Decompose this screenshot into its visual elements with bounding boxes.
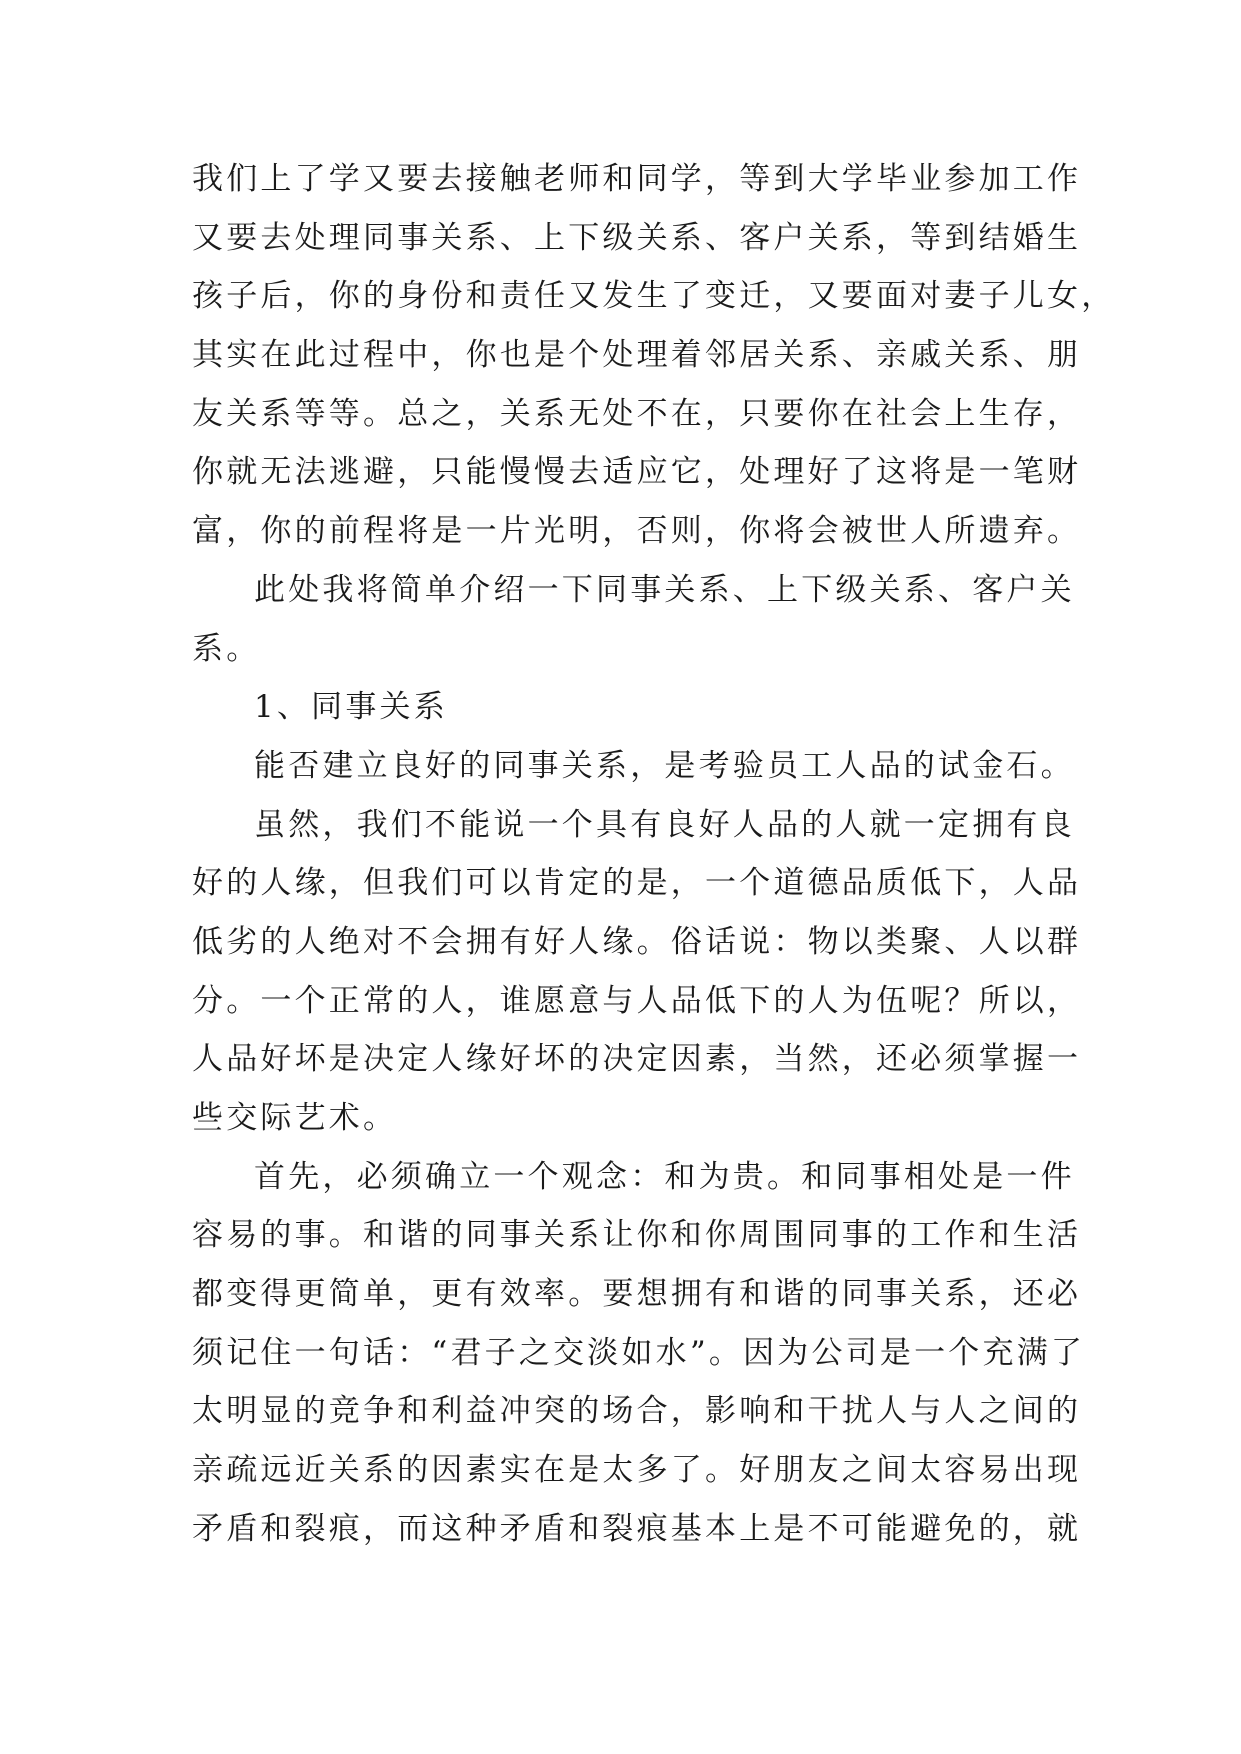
- text-line: 些交际艺术。: [192, 1100, 398, 1136]
- text-line: 又要去处理同事关系、上下级关系、客户关系，等到结婚生: [192, 219, 1082, 256]
- text-line: 友关系等等。总之，关系无处不在，只要你在社会上生存，: [192, 395, 1082, 432]
- text-line: 容易的事。和谐的同事关系让你和你周围同事的工作和生活: [192, 1217, 1082, 1254]
- text-line: 富，你的前程将是一片光明，否则，你将会被世人所遗弃。: [192, 513, 1082, 550]
- text-line: 人品好坏是决定人缘好坏的决定因素，当然，还必须掌握一: [192, 1041, 1082, 1078]
- text-line: 分。一个正常的人，谁愿意与人品低下的人为伍呢？所以，: [192, 982, 1082, 1019]
- text-line: 你就无法逃避，只能慢慢去适应它，处理好了这将是一笔财: [192, 454, 1082, 491]
- text-line: 此处我将简单介绍一下同事关系、上下级关系、客户关: [254, 571, 1075, 608]
- text-line: 矛盾和裂痕，而这种矛盾和裂痕基本上是不可能避免的，就: [192, 1510, 1082, 1547]
- text-line: 能否建立良好的同事关系，是考验员工人品的试金石。: [254, 747, 1075, 784]
- text-line: 其实在此过程中，你也是个处理着邻居关系、亲戚关系、朋: [192, 337, 1082, 374]
- text-line: 我们上了学又要去接触老师和同学，等到大学毕业参加工作: [192, 161, 1082, 197]
- text-line: 孩子后，你的身份和责任又发生了变迁，又要面对妻子儿女，: [192, 278, 1116, 315]
- text-line: 系。: [192, 630, 261, 667]
- text-line: 低劣的人绝对不会拥有好人缘。俗话说：物以类聚、人以群: [192, 923, 1082, 960]
- text-line: 都变得更简单，更有效率。要想拥有和谐的同事关系，还必: [192, 1276, 1082, 1313]
- text-line: 首先，必须确立一个观念：和为贵。和同事相处是一件: [254, 1158, 1075, 1195]
- text-line: 亲疏远近关系的因素实在是太多了。好朋友之间太容易出现: [192, 1452, 1082, 1489]
- text-line: 太明显的竞争和利益冲突的场合，影响和干扰人与人之间的: [192, 1393, 1082, 1430]
- text-line: 虽然，我们不能说一个具有良好人品的人就一定拥有良: [254, 806, 1075, 843]
- body-text: [192, 150, 1116, 1559]
- text-line: 须记住一句话：“君子之交淡如水”。因为公司是一个充满了: [192, 1334, 1086, 1371]
- text-line: 1、同事关系: [254, 689, 448, 726]
- text-line: 好的人缘，但我们可以肯定的是，一个道德品质低下，人品: [192, 865, 1082, 902]
